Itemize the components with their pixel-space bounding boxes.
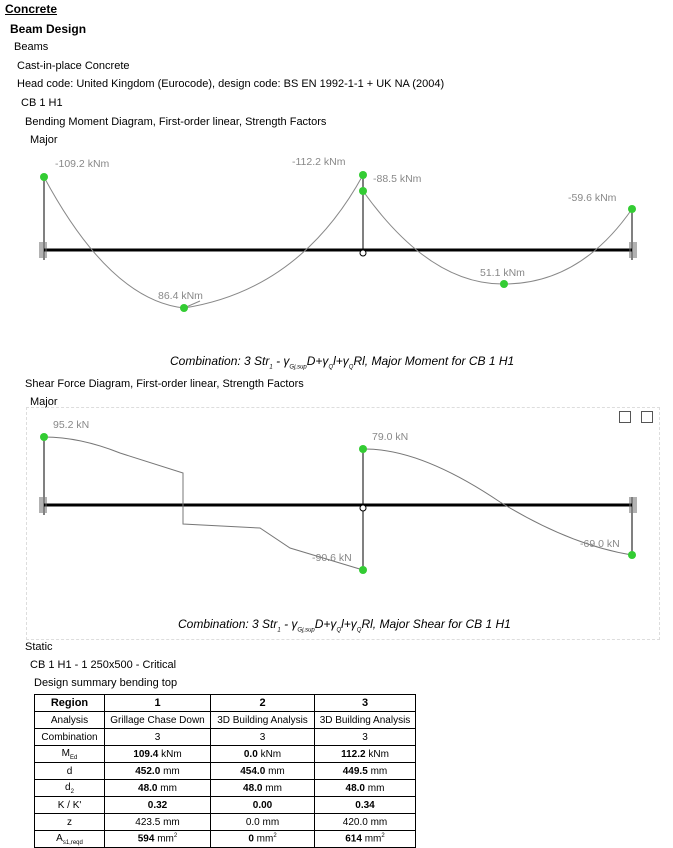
table-cell: 0.32 (105, 797, 211, 814)
row-label: Combination (35, 729, 105, 746)
hinge (360, 505, 366, 511)
sfd-caption: Combination: 3 $Str_1 - \gamma_{Gj,sup}D+\gamma_Ql+\gamma_QRl$, Major Shear for CB 1 H1 (178, 617, 511, 634)
heading-beam-design: Beam Design (10, 22, 87, 36)
bmd-label: -88.5 kNm (373, 173, 422, 185)
table-cell: 3 (315, 729, 416, 746)
bmd-caption: Combination: 3 $Str_1 - \gamma_{Gj,sup}D+\gamma_Ql+\gamma_QRl$, Major Moment for CB 1 H1 (170, 354, 515, 371)
row-label: K / K' (35, 797, 105, 814)
table-row (35, 729, 416, 746)
table-row (35, 746, 416, 763)
table-cell: 109.4 kNm (105, 746, 211, 763)
table-cell: 3D Building Analysis (315, 712, 416, 729)
sfd-point (359, 566, 367, 574)
sfd-title: Shear Force Diagram, First-order linear, Strength Factors (25, 378, 304, 390)
table-row (35, 831, 416, 848)
table-cell: 452.0 mm (105, 763, 211, 780)
table-cell: 420.0 mm (315, 814, 416, 831)
member-id: CB 1 H1 (21, 97, 63, 109)
bmd-label: -112.2 kNm (292, 156, 346, 168)
table-cell: 614 $mm^2$ (315, 831, 416, 848)
sfd-label: -69.0 kN (580, 538, 620, 550)
row-label: d (35, 763, 105, 780)
sfd-axis-label: Major (30, 396, 58, 408)
header-cell: 1 (105, 695, 211, 712)
sfd-label: 79.0 kN (372, 431, 409, 443)
bmd-label: -109.2 kNm (55, 158, 110, 170)
summary-title: Design summary bending top (34, 677, 178, 689)
table-cell: 0 $mm^2$ (211, 831, 315, 848)
table-cell: 0.0 mm (211, 814, 315, 831)
table-cell: 48.0 mm (211, 780, 315, 797)
sfd-point (359, 445, 367, 453)
bmd-label: 51.1 kNm (480, 267, 525, 279)
row-label: $M_{Ed}$ (35, 746, 105, 763)
row-label: z (35, 814, 105, 831)
header-cell: 3 (315, 695, 416, 712)
table-row (35, 780, 416, 797)
head-code: Head code: United Kingdom (Eurocode), design code: BS EN 1992-1-1 + UK NA (2004) (17, 78, 445, 90)
table-cell: 0.0 kNm (211, 746, 315, 763)
table-cell: 3 (211, 729, 315, 746)
table-cell: 3D Building Analysis (211, 712, 315, 729)
row-label: $A_{s1,reqd}$ (35, 831, 105, 848)
table-cell: 3 (105, 729, 211, 746)
category-beams: Beams (14, 41, 49, 53)
table-cell: 423.5 mm (105, 814, 211, 831)
table-row (35, 814, 416, 831)
design-summary-table (34, 694, 416, 848)
heading-concrete: Concrete (5, 2, 58, 16)
bmd-title: Bending Moment Diagram, First-order linear, Strength Factors (25, 116, 327, 128)
table-cell: 48.0 mm (315, 780, 416, 797)
table-header (35, 695, 416, 712)
table-cell: 454.0 mm (211, 763, 315, 780)
header-cell: 2 (211, 695, 315, 712)
table-cell: Grillage Chase Down (105, 712, 211, 729)
sfd-point (40, 433, 48, 441)
sfd-point (628, 551, 636, 559)
bmd-label: 86.4 kNm (158, 290, 203, 302)
table-cell: 449.5 mm (315, 763, 416, 780)
table-cell: 48.0 mm (105, 780, 211, 797)
sfd-label: -90.6 kN (312, 552, 352, 564)
sfd-label: 95.2 kN (53, 419, 90, 431)
table-cell: 0.00 (211, 797, 315, 814)
table-cell: 594 $mm^2$ (105, 831, 211, 848)
table-cell: 0.34 (315, 797, 416, 814)
table-cell: 112.2 kNm (315, 746, 416, 763)
static-label: Static (25, 641, 53, 653)
table-row (35, 712, 416, 729)
header-cell: Region (35, 695, 105, 712)
row-label: Analysis (35, 712, 105, 729)
table-row (35, 763, 416, 780)
member-section: CB 1 H1 - 1 250x500 - Critical (30, 659, 177, 671)
bmd-label: -59.6 kNm (568, 192, 617, 204)
row-label: $d_2$ (35, 780, 105, 797)
subcategory: Cast-in-place Concrete (17, 60, 130, 72)
bmd-axis-label: Major (30, 134, 58, 146)
table-row (35, 797, 416, 814)
